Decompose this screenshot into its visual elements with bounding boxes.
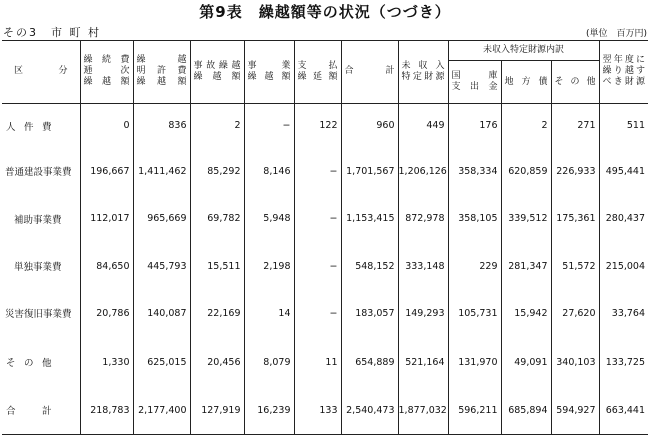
cell-value: 105,731: [448, 290, 501, 338]
header-kokko: 国 庫 支 出 金: [448, 61, 501, 104]
cell-value: 8,079: [244, 337, 294, 387]
header-group: 未収入特定財源内訳: [448, 41, 599, 61]
cell-value: −: [294, 243, 341, 290]
cell-value: 445,793: [133, 243, 190, 290]
cell-value: 1,206,126: [398, 148, 448, 195]
header-jiko: 事故繰越 繰 越 額: [190, 41, 244, 104]
cell-value: 2: [501, 103, 551, 148]
header-mishunyu: 未 収 入 特定財源: [398, 41, 448, 104]
cell-value: 495,441: [599, 148, 648, 195]
cell-value: 122: [294, 103, 341, 148]
cell-value: 133: [294, 387, 341, 435]
cell-value: 140,087: [133, 290, 190, 338]
cell-value: 663,441: [599, 387, 648, 435]
table-row: [2, 243, 648, 290]
header-total: 合 計: [341, 41, 398, 104]
cell-value: 175,361: [551, 194, 599, 243]
cell-value: 33,764: [599, 290, 648, 338]
cell-value: 1,877,032: [398, 387, 448, 435]
cell-value: 27,620: [551, 290, 599, 338]
cell-value: 685,894: [501, 387, 551, 435]
row-label: 単独事業費: [14, 262, 62, 274]
cell-value: 127,919: [190, 387, 244, 435]
cell-value: 548,152: [341, 243, 398, 290]
cell-value: 149,293: [398, 290, 448, 338]
cell-value: 872,978: [398, 194, 448, 243]
table-row: [2, 148, 648, 195]
cell-value: 15,511: [190, 243, 244, 290]
cell-value: 22,169: [190, 290, 244, 338]
cell-value: 69,782: [190, 194, 244, 243]
section-subtitle: その3 市 町 村: [3, 26, 101, 39]
header-jigyo: 事 業 繰 越 額: [244, 41, 294, 104]
row-label: 災害復旧事業費: [5, 309, 72, 321]
row-label: 補助事業費: [14, 214, 62, 226]
unit-label: (単位 百万円): [585, 29, 647, 39]
cell-value: 229: [448, 243, 501, 290]
cell-value: 625,015: [133, 337, 190, 387]
cell-value: 620,859: [501, 148, 551, 195]
table-row: [2, 103, 648, 148]
header-keizoku: 繰 続 費 逓 次 繰 越 額: [80, 41, 133, 104]
cell-value: −: [294, 194, 341, 243]
cell-value: 1,153,415: [341, 194, 398, 243]
cell-value: 271: [551, 103, 599, 148]
carryover-table: [2, 40, 648, 435]
cell-value: 131,970: [448, 337, 501, 387]
cell-value: 226,933: [551, 148, 599, 195]
row-label: そ の 他: [6, 358, 52, 370]
cell-value: 654,889: [341, 337, 398, 387]
cell-value: −: [244, 103, 294, 148]
cell-value: 960: [341, 103, 398, 148]
cell-value: 2,177,400: [133, 387, 190, 435]
page-title: 第9表 繰越額等の状況（つづき）: [199, 3, 451, 21]
cell-value: 965,669: [133, 194, 190, 243]
cell-value: 11: [294, 337, 341, 387]
cell-value: 2,198: [244, 243, 294, 290]
header-shiharai: 支 払 繰 延 額: [294, 41, 341, 104]
table-row: [2, 194, 648, 243]
row-label: 人 件 費: [6, 121, 52, 133]
cell-value: 15,942: [501, 290, 551, 338]
cell-value: 218,783: [80, 387, 133, 435]
cell-value: 339,512: [501, 194, 551, 243]
header-sonota: そ の 他: [551, 61, 599, 104]
cell-value: 16,239: [244, 387, 294, 435]
cell-value: 2,540,473: [341, 387, 398, 435]
cell-value: 280,437: [599, 194, 648, 243]
header-meikyo: 繰 越 明 許 費 繰 越 額: [133, 41, 190, 104]
cell-value: 596,211: [448, 387, 501, 435]
cell-value: 358,334: [448, 148, 501, 195]
row-label: 合 計: [2, 387, 80, 435]
cell-value: 51,572: [551, 243, 599, 290]
cell-value: 511: [599, 103, 648, 148]
cell-value: 358,105: [448, 194, 501, 243]
header-kubun: 区 分: [2, 41, 80, 104]
cell-value: 0: [80, 103, 133, 148]
cell-value: 449: [398, 103, 448, 148]
table-row: [2, 290, 648, 338]
cell-value: 20,786: [80, 290, 133, 338]
cell-value: 49,091: [501, 337, 551, 387]
cell-value: 85,292: [190, 148, 244, 195]
header-chihosai: 地 方 債: [501, 61, 551, 104]
cell-value: 1,330: [80, 337, 133, 387]
row-label: 普通建設事業費: [5, 167, 72, 179]
cell-value: 84,650: [80, 243, 133, 290]
cell-value: 1,701,567: [341, 148, 398, 195]
cell-value: 215,004: [599, 243, 648, 290]
cell-value: 112,017: [80, 194, 133, 243]
cell-value: 281,347: [501, 243, 551, 290]
cell-value: 133,725: [599, 337, 648, 387]
table-row: [2, 337, 648, 387]
cell-value: 333,148: [398, 243, 448, 290]
cell-value: 196,667: [80, 148, 133, 195]
cell-value: 8,146: [244, 148, 294, 195]
cell-value: 594,927: [551, 387, 599, 435]
cell-value: 836: [133, 103, 190, 148]
cell-value: 5,948: [244, 194, 294, 243]
table-row: [2, 387, 648, 435]
cell-value: 521,164: [398, 337, 448, 387]
cell-value: 14: [244, 290, 294, 338]
cell-value: 183,057: [341, 290, 398, 338]
cell-value: −: [294, 290, 341, 338]
cell-value: 20,456: [190, 337, 244, 387]
cell-value: 2: [190, 103, 244, 148]
cell-value: 1,411,462: [133, 148, 190, 195]
header-yokunendo: 翌年度に 繰り越す べき財源: [599, 41, 648, 104]
cell-value: 176: [448, 103, 501, 148]
cell-value: −: [294, 148, 341, 195]
cell-value: 340,103: [551, 337, 599, 387]
